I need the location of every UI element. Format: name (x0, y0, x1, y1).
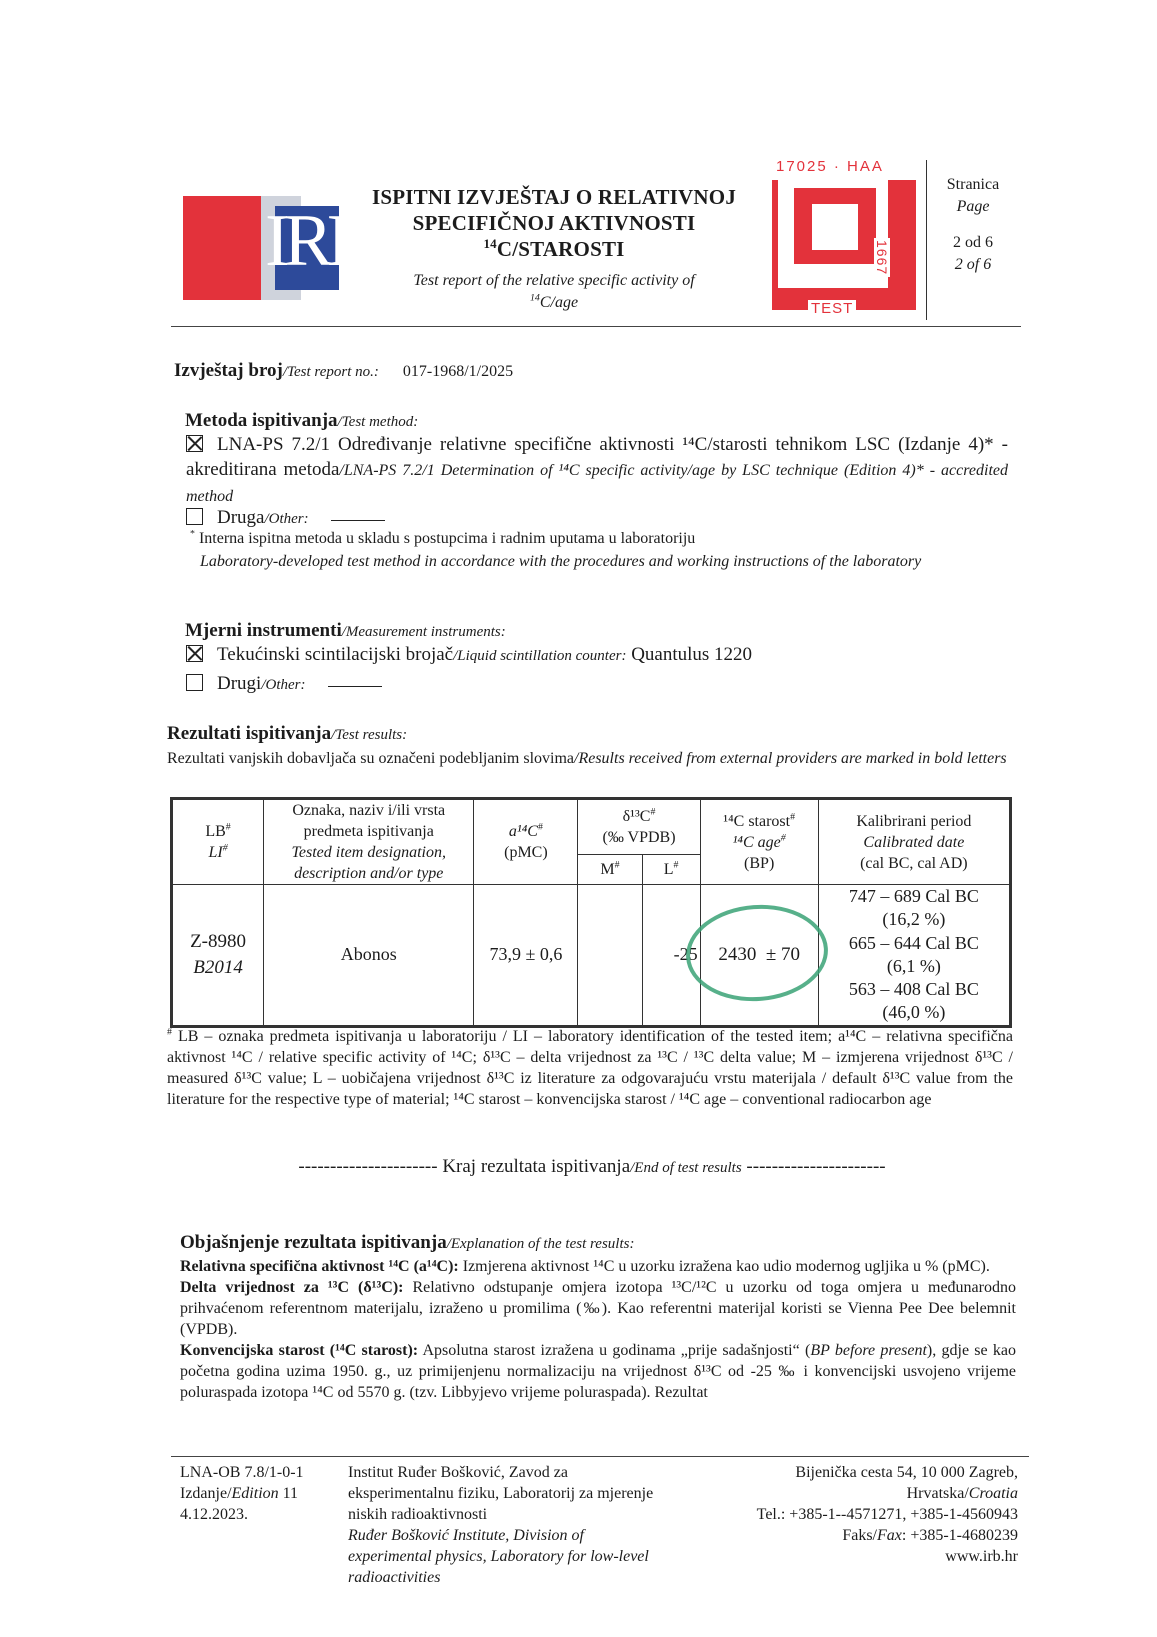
header-age: ¹⁴C starost# ¹⁴C age# (BP) (700, 799, 818, 885)
header-item: Oznaka, naziv i/ili vrsta predmeta ispitivanja Tested item designation, description and/or type (264, 799, 474, 885)
instrument-model: Quantulus 1220 (631, 644, 753, 665)
explanation-text (180, 1256, 1016, 1403)
instrument-checkbox-checked[interactable] (186, 645, 203, 662)
cell-m (578, 885, 642, 1027)
footer-rule (171, 1456, 1029, 1457)
report-number-line: Izvještaj broj/Test report no.: 017-1968/1/2025 (174, 360, 514, 381)
cell-age: 2430 ± 70 (700, 885, 818, 1027)
method-heading: Metoda ispitivanja/Test method: (185, 410, 419, 431)
instrument-option-lsc: Tekućinski scintilacijski brojač/Liquid scintillation counter: Quantulus 1220 (186, 644, 752, 667)
header-l: L# (642, 854, 700, 884)
header-a14c: a¹⁴C# (pMC) (474, 799, 578, 885)
instruments-heading: Mjerni instrumenti/Measurement instruments: (185, 620, 506, 641)
end-of-results: ---------------------- Kraj rezultata ispitivanja/End of test results ---------------------- (298, 1156, 886, 1177)
accreditation-stamp (772, 158, 916, 316)
explanation-pmc: Relativna specifična aktivnost ¹⁴C (a¹⁴C): Izmjerena aktivnost ¹⁴C u uzorku izražena kao udio modernog ugljika u % (pMC). (180, 1258, 990, 1275)
cell-lb-li: Z-8980 B2014 (172, 885, 264, 1027)
header-divider (926, 160, 927, 320)
footer-doc-info: LNA-OB 7.8/1-0-1 Izdanje/Edition 11 4.12.2023. (180, 1464, 304, 1523)
explanation-delta: Delta vrijednost za ¹³C (δ¹³C): Relativno odstupanje omjera izotopa ¹³C/¹²C u uzorku od toga omjera u međunarodno prihvaćenom referentnom materijalu, izraženo u promilima (‰). Kao referentni materijal koristi se Vienna Pee Dee belemnit (VPDB). (180, 1279, 1016, 1338)
cell-l: -25 (642, 885, 700, 1027)
header-d13c: δ¹³C# (‰ VPDB) (578, 799, 700, 855)
method-checkbox-checked[interactable] (186, 435, 203, 452)
header-m: M# (578, 854, 642, 884)
method-other-blank (331, 520, 385, 521)
stamp-number: 1667 (874, 240, 890, 276)
instrument-option-other: Drugi/Other: (186, 673, 382, 696)
header-rule (171, 326, 1021, 327)
explanation-age: Konvencijska starost (¹⁴C starost): Apsolutna starost izražena u godinama „prije sadašnjosti“ (BP before present), gdje se kao početna godina uzima 1950. g., uz primijenjenu normalizaciju na vrijednost δ¹³C od -25 ‰ i konvencijski usvojeno vrijeme poluraspada izotopa ¹⁴C od 5570 g. (tzv. Libbyjevo vrijeme poluraspada). Rezultat (180, 1342, 1016, 1401)
footer-contact: Bijenička cesta 54, 10 000 Zagreb, Hrvatska/Croatia Tel.: +385-1--4571271, +385-1-4560943 Faks/Fax: +385-1-4680239 www.irb.hr (680, 1462, 1018, 1567)
cell-item: Abonos (264, 885, 474, 1027)
cell-calibrated: 747 – 689 Cal BC (16,2 %) 665 – 644 Cal BC (6,1 %) 563 – 408 Cal BC (46,0 %) (818, 885, 1010, 1027)
logo-text: IRB (265, 200, 371, 282)
explanation-heading: Objašnjenje rezultata ispitivanja/Explanation of the test results: (180, 1232, 635, 1253)
page-number: 2 od 6 (953, 234, 993, 251)
method-checkbox-other[interactable] (186, 508, 203, 525)
instrument-checkbox-other[interactable] (186, 674, 203, 691)
footer-website[interactable]: www.irb.hr (945, 1548, 1018, 1565)
report-number: 017-1968/1/2025 (402, 363, 514, 380)
results-intro: Rezultati vanjskih dobavljača su označeni podebljanim slovima/Results received from external providers are marked in bold letters (167, 750, 1007, 767)
method-note: * Interna ispitna metoda u skladu s postupcima i radnim uputama u laboratoriju Laboratory-developed test method in accordance with the procedures and working instructions of the laboratory (190, 528, 922, 570)
table-row (172, 885, 1011, 1027)
method-option-other: Druga/Other: (186, 507, 385, 530)
title-line-3: $^{14}$C/STAROSTI (483, 236, 625, 261)
method-option-lna: LNA-PS 7.2/1 Određivanje relativne specifične aktivnosti ¹⁴C/starosti tehnikom LSC (Izdanje 4)* - akreditirana metoda/LNA-PS 7.2/1 Determination of ¹⁴C specific activity/age by LSC technique (Edition 4)* - accredited method (186, 434, 1008, 505)
table-legend: # LB – oznaka predmeta ispitivanja u laboratoriju / LI – laboratory identification of the tested item; a¹⁴C – relativna specifična aktivnost ¹⁴C / relative specific activity of ¹⁴C; δ¹³C – delta vrijednost za ¹³C / ¹³C delta value; M – izmjerena vrijednost δ¹³C / measured δ¹³C value; L – uobičajena vrijednost δ¹³C iz literature za odgovarajuću vrstu materijala / default δ¹³C value from the literature for the respective type of material; ¹⁴C starost – konvencijska starost / ¹⁴C age – conventional radiocarbon age (167, 1026, 1014, 1108)
title-english: Test report of the relative specific activity of $^{14}$C/age (413, 272, 695, 311)
cell-a14c: 73,9 ± 0,6 (474, 885, 578, 1027)
page-indicator: Stranica Page 2 od 6 2 of 6 (936, 174, 1010, 276)
instrument-other-blank (328, 686, 382, 687)
header-calibrated: Kalibrirani period Calibrated date (cal BC, cal AD) (818, 799, 1010, 885)
results-table (170, 797, 1012, 1028)
title-line-1: ISPITNI IZVJEŠTAJ O RELATIVNOJ (371, 185, 737, 209)
stamp-label: TEST (808, 300, 856, 317)
title-line-2: SPECIFIČNOJ AKTIVNOSTI (412, 211, 696, 235)
results-heading: Rezultati ispitivanja/Test results: (167, 723, 408, 744)
footer-institute: Institut Ruđer Bošković, Zavod za eksperimentalnu fiziku, Laboratorij za mjerenje niskih radioaktivnosti Ruđer Bošković Institute, Division of experimental physics, Laboratory for low-level radioactivities (348, 1464, 654, 1586)
header-lb-li: LB# LI# (172, 799, 264, 885)
irb-logo (183, 196, 371, 300)
report-title (358, 184, 750, 314)
stamp-code: 17025 · HAA (776, 158, 884, 175)
